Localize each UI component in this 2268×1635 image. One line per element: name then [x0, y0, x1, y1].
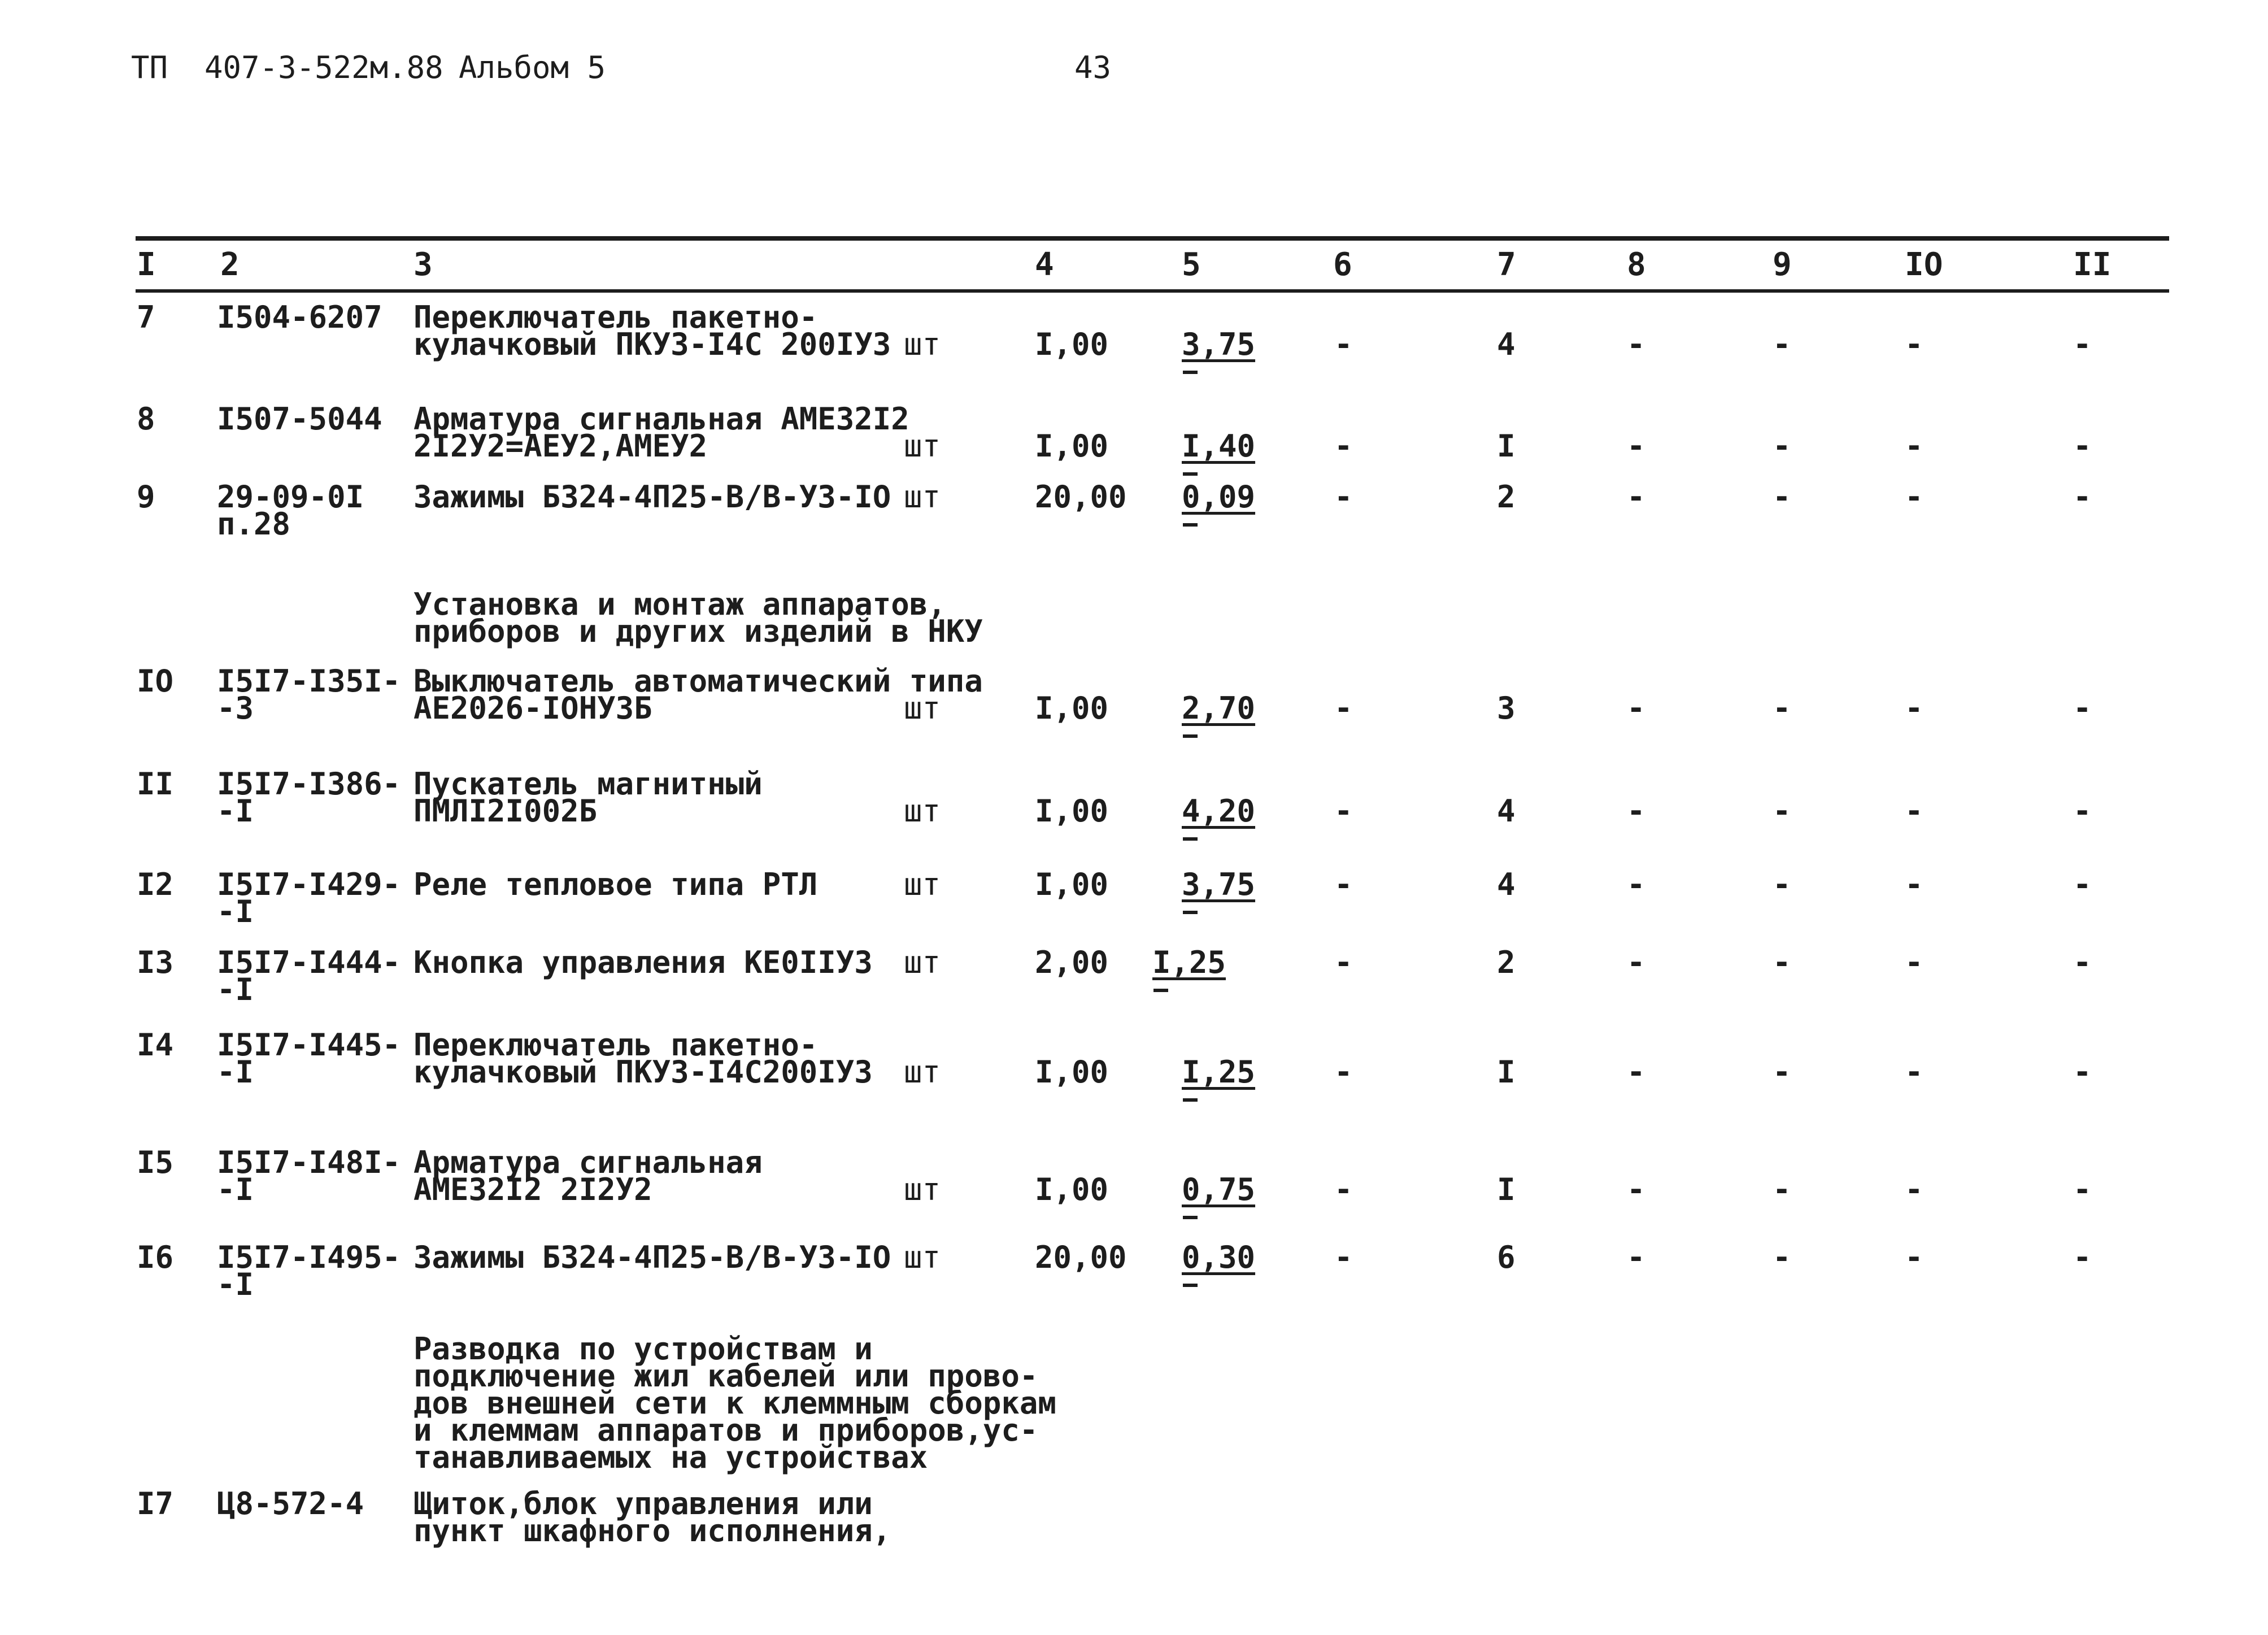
- unit-of-measure: шт: [904, 479, 941, 515]
- column-5-value: 0,30: [1182, 1240, 1256, 1275]
- column-9-value: -: [1773, 428, 1791, 464]
- column-6-value: -: [1334, 793, 1353, 829]
- item-code: I5I7-I495-: [217, 1240, 401, 1275]
- column-6-value: -: [1334, 479, 1353, 515]
- column-6-value: -: [1334, 1054, 1353, 1090]
- unit-of-measure: шт: [904, 793, 941, 829]
- column-5-value: 2,70: [1182, 690, 1256, 726]
- column-8-value: -: [1627, 690, 1646, 726]
- item-description: Зажимы Б324-4П25-В/В-У3-IO: [413, 479, 891, 515]
- table-top-rule: [136, 236, 2169, 241]
- quantity: I,00: [1035, 1172, 1109, 1207]
- column-number-2: 2: [220, 246, 240, 283]
- item-code: I5I7-I35I-: [217, 663, 401, 699]
- column-9-value: -: [1773, 945, 1791, 980]
- item-description: Выключатель автоматический типа: [413, 663, 983, 699]
- item-code: 29-09-0I: [217, 479, 364, 515]
- quantity: I,00: [1035, 1054, 1109, 1090]
- column-10-value: -: [1905, 867, 1923, 902]
- unit-of-measure: шт: [904, 428, 941, 464]
- column-8-value: -: [1627, 428, 1646, 464]
- column-7-value: I: [1497, 428, 1516, 464]
- row-number: I6: [137, 1240, 174, 1275]
- item-code: -I: [217, 1267, 254, 1302]
- item-code: -I: [217, 793, 254, 829]
- item-description: кулачковый ПКУЗ-I4С200IУ3: [413, 1054, 873, 1090]
- item-description: Реле тепловое типа РТЛ: [413, 867, 818, 902]
- item-description: Зажимы Б324-4П25-В/В-У3-IO: [413, 1240, 891, 1275]
- underscore-dash: [1153, 989, 1168, 992]
- column-10-value: -: [1905, 690, 1923, 726]
- column-10-value: -: [1905, 793, 1923, 829]
- row-number: 9: [137, 479, 155, 515]
- column-8-value: -: [1627, 793, 1646, 829]
- unit-of-measure: шт: [904, 327, 941, 362]
- quantity: 20,00: [1035, 479, 1127, 515]
- column-9-value: -: [1773, 327, 1791, 362]
- unit-of-measure: шт: [904, 867, 941, 902]
- row-number: I2: [137, 867, 174, 902]
- column-number-6: 6: [1333, 246, 1352, 283]
- column-number-5: 5: [1182, 246, 1201, 283]
- unit-of-measure: шт: [904, 690, 941, 726]
- column-number-4: 4: [1035, 246, 1054, 283]
- item-code: Ц8-572-4: [217, 1486, 364, 1521]
- section-heading: приборов и других изделий в НКУ: [413, 614, 983, 649]
- underscore-dash: [1183, 734, 1198, 738]
- column-10-value: -: [1905, 1172, 1923, 1207]
- item-description: Кнопка управления КЕ0IIУ3: [413, 945, 873, 980]
- section-heading: Разводка по устройствам и: [413, 1331, 873, 1367]
- underscore-dash: [1183, 523, 1198, 527]
- column-10-value: -: [1905, 479, 1923, 515]
- column-8-value: -: [1627, 327, 1646, 362]
- row-number: IO: [137, 663, 174, 699]
- column-9-value: -: [1773, 793, 1791, 829]
- section-heading: Установка и монтаж аппаратов,: [413, 586, 946, 622]
- quantity: 2,00: [1035, 945, 1109, 980]
- column-11-value: -: [2073, 1172, 2092, 1207]
- item-code: -I: [217, 1054, 254, 1090]
- column-9-value: -: [1773, 1240, 1791, 1275]
- column-11-value: -: [2073, 1054, 2092, 1090]
- section-heading: дов внешней сети к клеммным сборкам: [413, 1385, 1056, 1421]
- column-11-value: -: [2073, 479, 2092, 515]
- document-code: ТП 407-3-522м.88: [131, 50, 443, 85]
- column-5-value: 3,75: [1182, 327, 1256, 362]
- column-7-value: 4: [1497, 867, 1516, 902]
- row-number: 7: [137, 299, 155, 335]
- column-number-8: 8: [1627, 246, 1646, 283]
- underscore-dash: [1183, 1216, 1198, 1219]
- column-5-value: 0,09: [1182, 479, 1256, 515]
- unit-of-measure: шт: [904, 1240, 941, 1275]
- quantity: I,00: [1035, 793, 1109, 829]
- item-description: АМЕ32I2 2I2У2: [413, 1172, 652, 1207]
- column-8-value: -: [1627, 867, 1646, 902]
- underscore-dash: [1183, 911, 1198, 914]
- column-number-1: I: [137, 246, 156, 283]
- item-description: кулачковый ПКУЗ-I4С 200IУ3: [413, 327, 891, 362]
- item-code: I5I7-I48I-: [217, 1145, 401, 1180]
- column-8-value: -: [1627, 479, 1646, 515]
- item-code: I5I7-I429-: [217, 867, 401, 902]
- column-number-10: IO: [1905, 246, 1943, 283]
- item-code: -3: [217, 690, 254, 726]
- row-number: 8: [137, 401, 155, 437]
- column-11-value: -: [2073, 793, 2092, 829]
- column-10-value: -: [1905, 945, 1923, 980]
- item-code: -I: [217, 894, 254, 929]
- column-10-value: -: [1905, 327, 1923, 362]
- column-9-value: -: [1773, 690, 1791, 726]
- column-9-value: -: [1773, 1172, 1791, 1207]
- column-number-7: 7: [1497, 246, 1516, 283]
- item-description: 2I2У2=АЕУ2,АМЕУ2: [413, 428, 708, 464]
- column-8-value: -: [1627, 945, 1646, 980]
- column-6-value: -: [1334, 1172, 1353, 1207]
- row-number: I7: [137, 1486, 174, 1521]
- item-code: I5I7-I445-: [217, 1027, 401, 1063]
- column-11-value: -: [2073, 945, 2092, 980]
- column-10-value: -: [1905, 1240, 1923, 1275]
- column-6-value: -: [1334, 867, 1353, 902]
- column-7-value: I: [1497, 1054, 1516, 1090]
- column-number-11: II: [2073, 246, 2112, 283]
- column-11-value: -: [2073, 327, 2092, 362]
- item-description: ПМЛI2I002Б: [413, 793, 598, 829]
- underscore-dash: [1183, 371, 1198, 374]
- column-number-9: 9: [1773, 246, 1792, 283]
- row-number: I4: [137, 1027, 174, 1063]
- quantity: I,00: [1035, 428, 1109, 464]
- section-heading: и клеммам аппаратов и приборов,ус-: [413, 1412, 1038, 1448]
- column-number-3: 3: [413, 246, 433, 283]
- column-7-value: 3: [1497, 690, 1516, 726]
- column-9-value: -: [1773, 867, 1791, 902]
- column-7-value: 4: [1497, 793, 1516, 829]
- unit-of-measure: шт: [904, 945, 941, 980]
- column-11-value: -: [2073, 690, 2092, 726]
- column-9-value: -: [1773, 479, 1791, 515]
- item-code: п.28: [217, 506, 291, 542]
- column-10-value: -: [1905, 1054, 1923, 1090]
- underscore-dash: [1183, 1284, 1198, 1287]
- item-description: АЕ2026-IOНУ3Б: [413, 690, 652, 726]
- column-5-value: 3,75: [1182, 867, 1256, 902]
- column-5-value: 4,20: [1182, 793, 1256, 829]
- column-8-value: -: [1627, 1172, 1646, 1207]
- column-5-value: 0,75: [1182, 1172, 1256, 1207]
- column-11-value: -: [2073, 867, 2092, 902]
- item-description: Переключатель пакетно-: [413, 1027, 818, 1063]
- column-11-value: -: [2073, 1240, 2092, 1275]
- quantity: I,00: [1035, 867, 1109, 902]
- item-code: I5I7-I386-: [217, 766, 401, 802]
- item-description: Переключатель пакетно-: [413, 299, 818, 335]
- underscore-dash: [1183, 837, 1198, 841]
- column-7-value: 2: [1497, 945, 1516, 980]
- column-9-value: -: [1773, 1054, 1791, 1090]
- column-8-value: -: [1627, 1054, 1646, 1090]
- column-5-value: I,40: [1182, 428, 1256, 464]
- item-code: I507-5044: [217, 401, 382, 437]
- page-number: 43: [1074, 50, 1112, 85]
- column-11-value: -: [2073, 428, 2092, 464]
- quantity: I,00: [1035, 327, 1109, 362]
- item-description: пункт шкафного исполнения,: [413, 1513, 891, 1549]
- item-code: I5I7-I444-: [217, 945, 401, 980]
- section-heading: танавливаемых на устройствах: [413, 1440, 928, 1475]
- column-7-value: 4: [1497, 327, 1516, 362]
- column-6-value: -: [1334, 690, 1353, 726]
- column-5-value: I,25: [1152, 945, 1226, 980]
- underscore-dash: [1183, 472, 1198, 476]
- row-number: I5: [137, 1145, 174, 1180]
- item-code: I504-6207: [217, 299, 382, 335]
- section-heading: подключение жил кабелей или прово-: [413, 1358, 1038, 1394]
- item-description: Пускатель магнитный: [413, 766, 763, 802]
- item-code: -I: [217, 972, 254, 1007]
- column-6-value: -: [1334, 327, 1353, 362]
- column-7-value: 6: [1497, 1240, 1516, 1275]
- column-8-value: -: [1627, 1240, 1646, 1275]
- item-description: Арматура сигнальная АМЕ32I2: [413, 401, 909, 437]
- column-7-value: 2: [1497, 479, 1516, 515]
- row-number: II: [137, 766, 174, 802]
- album-label: Альбом 5: [459, 50, 606, 85]
- column-5-value: I,25: [1182, 1054, 1256, 1090]
- quantity: 20,00: [1035, 1240, 1127, 1275]
- column-10-value: -: [1905, 428, 1923, 464]
- item-description: Арматура сигнальная: [413, 1145, 763, 1180]
- column-7-value: I: [1497, 1172, 1516, 1207]
- table-header-rule: [136, 289, 2169, 293]
- column-6-value: -: [1334, 945, 1353, 980]
- unit-of-measure: шт: [904, 1054, 941, 1090]
- item-description: Щиток,блок управления или: [413, 1486, 873, 1521]
- unit-of-measure: шт: [904, 1172, 941, 1207]
- column-6-value: -: [1334, 428, 1353, 464]
- underscore-dash: [1183, 1098, 1198, 1102]
- column-6-value: -: [1334, 1240, 1353, 1275]
- quantity: I,00: [1035, 690, 1109, 726]
- row-number: I3: [137, 945, 174, 980]
- item-code: -I: [217, 1172, 254, 1207]
